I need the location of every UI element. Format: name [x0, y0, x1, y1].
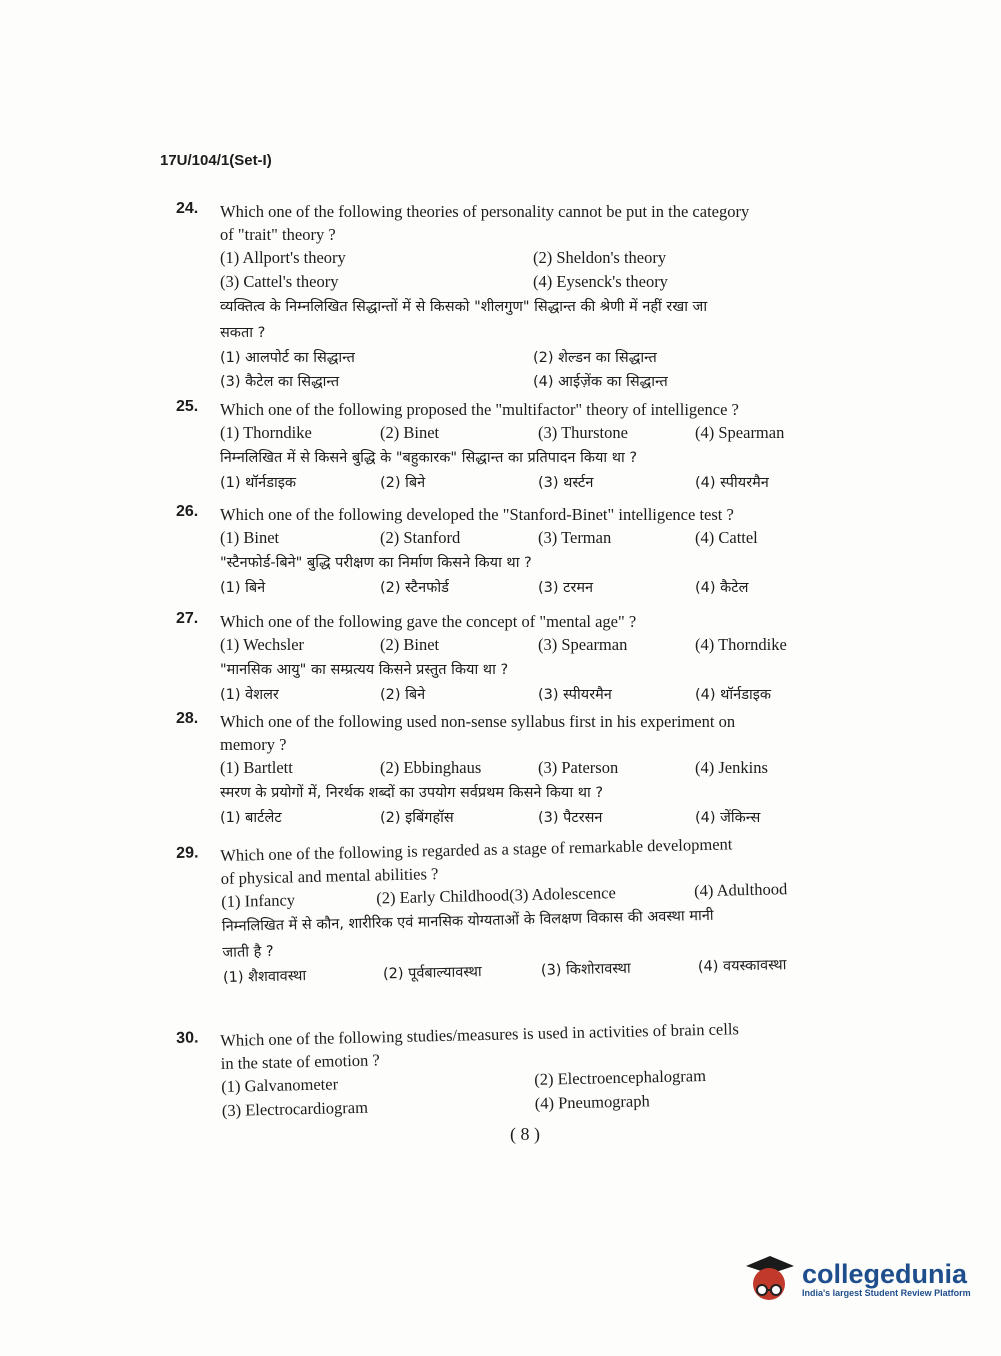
brand-name: collegedunia [802, 1259, 968, 1289]
option-hi[interactable]: (1) बिने [220, 580, 266, 596]
option-en[interactable]: (2) Binet [380, 423, 440, 442]
question-number: 30. [176, 1029, 199, 1047]
question-25 [176, 398, 836, 495]
option-en[interactable]: (1) Wechsler [220, 635, 305, 654]
question-24 [176, 200, 836, 394]
option-en[interactable]: (1) Galvanometer [221, 1074, 339, 1096]
question-text-en: in the state of emotion ? [220, 1050, 380, 1073]
question-number: 24. [176, 200, 199, 217]
option-hi[interactable]: (4) स्पीयरमैन [695, 475, 769, 491]
option-hi[interactable]: (3) पैटरसन [538, 810, 603, 826]
options-hi [220, 806, 836, 830]
question-text-en: Which one of the following studies/measures is used in activities of brain cells [220, 1019, 740, 1050]
options-en [220, 756, 836, 780]
question-body [220, 830, 839, 990]
question-text-en: memory ? [220, 735, 287, 754]
question-text-hi: स्मरण के प्रयोगों में, निरर्थक शब्दों का उपयोग सर्वप्रथम किसने किया था ? [220, 785, 604, 801]
question-26 [176, 503, 836, 600]
option-hi[interactable]: (2) बिने [380, 475, 426, 491]
question-text-hi: सकता ? [220, 325, 266, 341]
option-en[interactable]: (4) Spearman [695, 423, 785, 442]
option-hi[interactable]: (2) स्टैनफोर्ड [380, 580, 449, 596]
option-hi[interactable]: (2) शेल्डन का सिद्धान्त [533, 350, 657, 366]
option-en[interactable]: (2) Stanford [380, 528, 461, 547]
option-en[interactable]: (4) Pneumograph [534, 1091, 650, 1113]
options-en [220, 526, 836, 550]
option-en[interactable]: (4) Cattel [695, 528, 758, 547]
collegedunia-logo [742, 1252, 971, 1306]
question-number: 25. [176, 398, 199, 415]
option-en[interactable]: (4) Thorndike [695, 635, 787, 654]
option-hi[interactable]: (1) शैशवावस्था [222, 968, 307, 986]
option-hi[interactable]: (4) आईज़ेंक का सिद्धान्त [533, 374, 668, 390]
options-hi [220, 683, 836, 707]
question-text-en: Which one of the following gave the concept of "mental age" ? [220, 612, 637, 631]
option-hi[interactable]: (1) थॉर्नडाइक [220, 475, 296, 491]
option-en[interactable]: (1) Allport's theory [220, 248, 346, 267]
options-hi [220, 346, 836, 394]
option-hi[interactable]: (3) स्पीयरमैन [538, 687, 612, 703]
option-hi[interactable]: (3) किशोरावस्था [540, 960, 631, 979]
option-hi[interactable]: (4) जेंकिन्स [695, 810, 761, 826]
question-text-hi: जाती है ? [222, 943, 274, 961]
page-number: ( 8 ) [510, 1124, 540, 1144]
option-hi[interactable]: (3) कैटेल का सिद्धान्त [220, 374, 340, 390]
question-body [220, 710, 836, 830]
option-en[interactable]: (3) Spearman [538, 635, 628, 654]
option-en[interactable]: (3) Terman [538, 528, 612, 547]
options-hi [220, 576, 836, 600]
question-text-hi: "मानसिक आयु" का सम्प्रत्यय किसने प्रस्तुत किया था ? [220, 662, 509, 678]
mascot-icon [742, 1252, 796, 1306]
question-number: 26. [176, 503, 199, 520]
option-en[interactable]: (3) Cattel's theory [220, 272, 339, 291]
option-en[interactable]: (1) Binet [220, 528, 280, 547]
question-text-en: of "trait" theory ? [220, 225, 336, 244]
question-text-en: of physical and mental abilities ? [220, 864, 439, 888]
option-en[interactable]: (4) Adulthood [693, 879, 788, 901]
question-27 [176, 610, 836, 707]
option-en[interactable]: (3) Paterson [538, 758, 619, 777]
option-hi[interactable]: (3) थर्स्टन [538, 475, 594, 491]
paper-code: 17U/104/1(Set-I) [160, 152, 272, 169]
question-29 [176, 830, 839, 991]
question-28 [176, 710, 836, 830]
options-en [220, 421, 836, 445]
question-text-hi: "स्टैनफोर्ड-बिने" बुद्धि परीक्षण का निर्माण किसने किया था ? [220, 555, 532, 571]
option-hi[interactable]: (2) इबिंगहॉस [380, 810, 454, 826]
question-text-en: Which one of the following used non-sense syllabus first in his experiment on [220, 712, 736, 731]
options-hi [220, 471, 836, 495]
option-hi[interactable]: (1) वेशलर [220, 687, 279, 703]
question-number: 29. [176, 844, 199, 862]
question-text-hi: व्यक्तित्व के निम्नलिखित सिद्धान्तों में से किसको "शीलगुण" सिद्धान्त की श्रेणी में नहीं रखा जा [220, 299, 708, 315]
option-en[interactable]: (2) Electroencephalogram [533, 1065, 707, 1089]
option-hi[interactable]: (4) कैटेल [695, 580, 749, 596]
question-body [220, 610, 836, 707]
option-en[interactable]: (2) Ebbinghaus [380, 758, 482, 777]
option-hi[interactable]: (4) थॉर्नडाइक [695, 687, 771, 703]
question-number: 27. [176, 610, 199, 627]
option-en[interactable]: (2) Sheldon's theory [533, 248, 667, 267]
option-en[interactable]: (4) Eysenck's theory [533, 272, 668, 291]
brand-tagline: India's largest Student Review Platform [802, 1288, 971, 1298]
option-en[interactable]: (2) Early Childhood(3) Adolescence [376, 883, 617, 908]
question-text-en: Which one of the following is regarded as a stage of remarkable development [220, 834, 733, 865]
question-body [220, 398, 836, 495]
option-hi[interactable]: (1) आलपोर्ट का सिद्धान्त [220, 350, 355, 366]
question-text-hi: निम्नलिखित में से किसने बुद्धि के "बहुकारक" सिद्धान्त का प्रतिपादन किया था ? [220, 450, 638, 466]
option-en[interactable]: (1) Thorndike [220, 423, 312, 442]
option-hi[interactable]: (3) टरमन [538, 580, 594, 596]
question-number: 28. [176, 710, 199, 727]
option-hi[interactable]: (1) बार्टलेट [220, 810, 282, 826]
question-text-en: Which one of the following proposed the "multifactor" theory of intelligence ? [220, 400, 739, 419]
option-hi[interactable]: (4) वयस्कावस्था [697, 957, 787, 976]
question-text-en: Which one of the following developed the "Stanford-Binet" intelligence test ? [220, 505, 734, 524]
option-en[interactable]: (3) Thurstone [538, 423, 628, 442]
option-en[interactable]: (2) Binet [380, 635, 440, 654]
question-body [220, 503, 836, 600]
option-hi[interactable]: (2) बिने [380, 687, 426, 703]
question-30 [176, 1015, 838, 1124]
option-en[interactable]: (1) Infancy [221, 890, 296, 911]
options-en [220, 633, 836, 657]
question-text-en: Which one of the following theories of personality cannot be put in the category [220, 202, 750, 221]
option-en[interactable]: (4) Jenkins [695, 758, 768, 777]
question-body [220, 200, 836, 394]
question-text-hi: निम्नलिखित में से कौन, शारीरिक एवं मानसिक योग्यताओं के विलक्षण विकास की अवस्था मानी [221, 907, 714, 935]
options-en [220, 246, 836, 294]
option-en[interactable]: (3) Electrocardiogram [221, 1097, 369, 1120]
option-hi[interactable]: (2) पूर्वबाल्यावस्था [382, 964, 482, 983]
option-en[interactable]: (1) Bartlett [220, 758, 293, 777]
question-body [220, 1015, 838, 1123]
